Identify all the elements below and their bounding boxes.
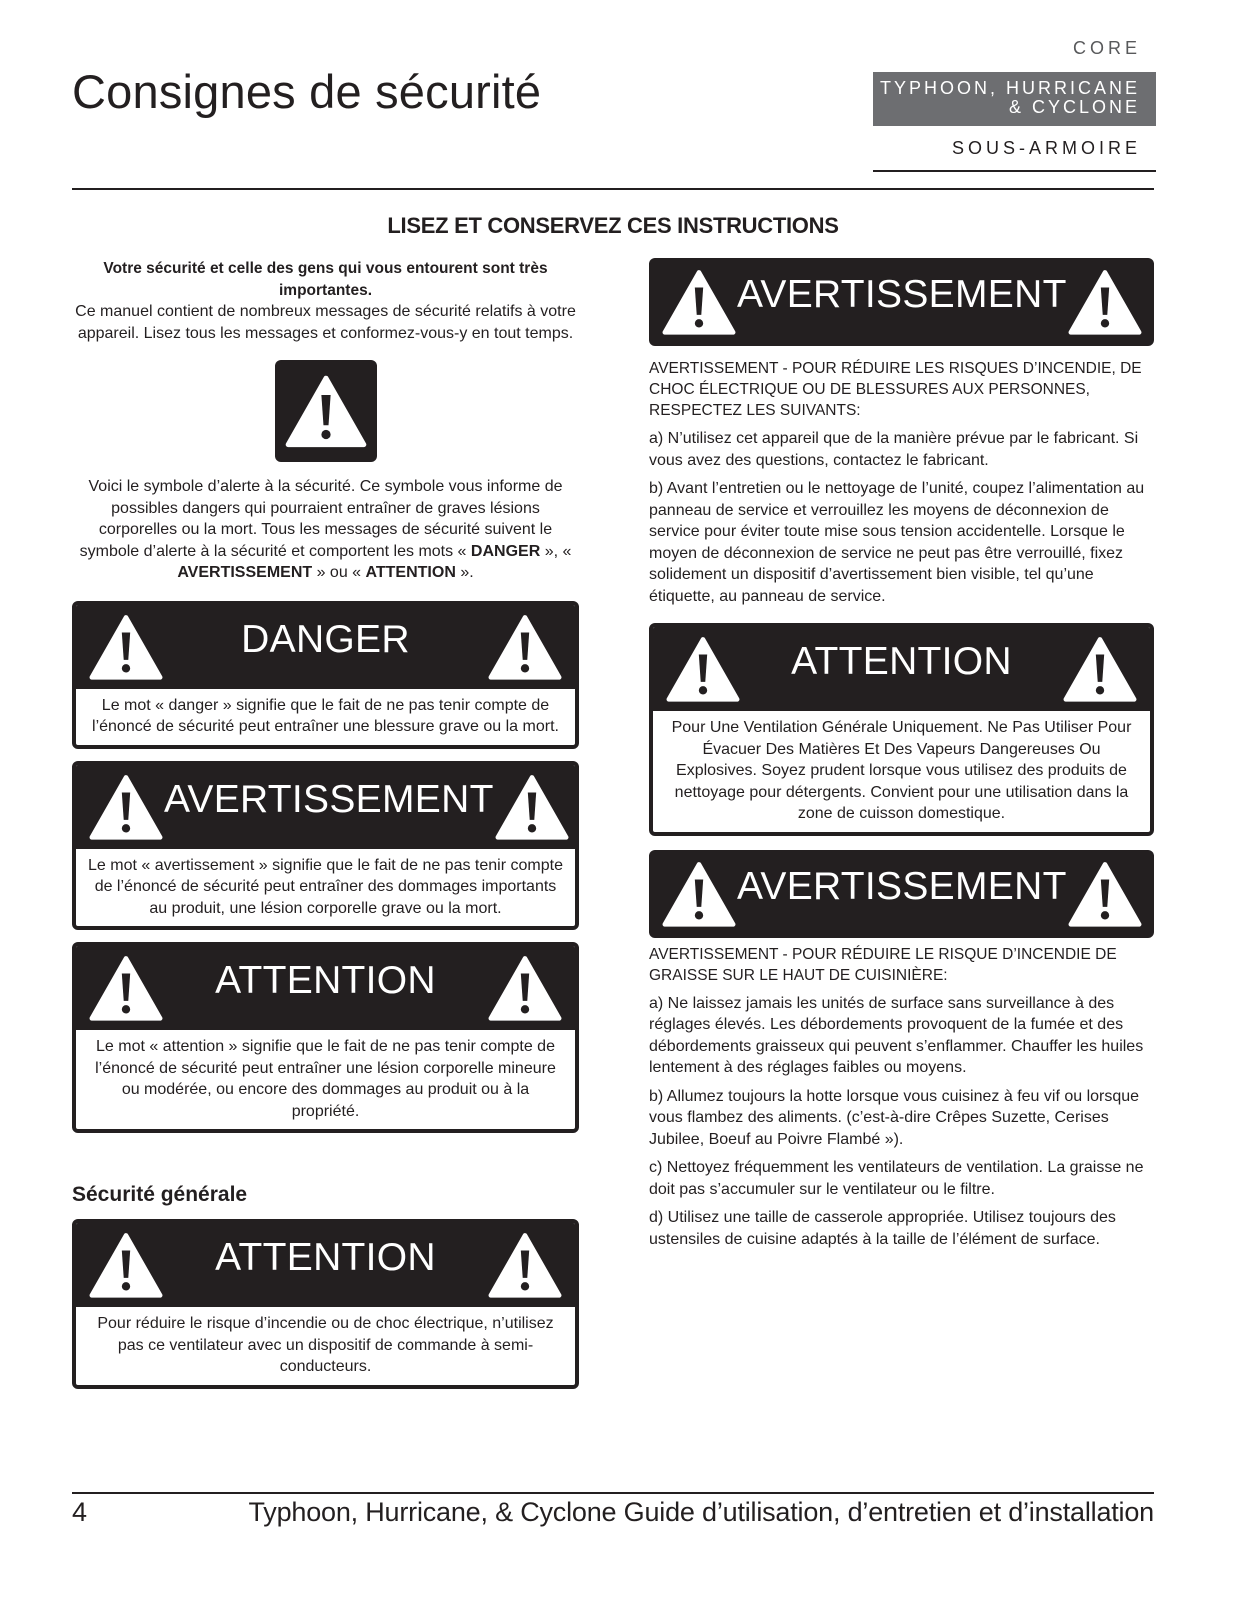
warning-triangle-icon <box>1062 634 1138 704</box>
panel-header <box>76 1223 575 1307</box>
safety-alert-symbol <box>275 360 377 462</box>
warning-2-item-a: a) Ne laissez jamais les unités de surface sans surveillance à des réglages élevés. Les débordements provoquent de la fumée et des débordements graisseux qui peuvent s’enflammer. Chauffer les huiles lentement à des réglages faibles ou moyens. <box>649 994 1144 1076</box>
panel-title: ATTENTION <box>791 640 1012 683</box>
panel-header <box>649 258 1154 346</box>
panel-header <box>76 765 575 849</box>
panel-title: AVERTISSEMENT <box>737 273 1067 316</box>
warning-2-item-b: b) Allumez toujours la hotte lorsque vous cuisinez à feu vif ou lorsque vous flambez des aliments. (c’est-à-dire Crêpes Suzette, Cerises Jubilee, Boeuf au Poivre Flambé »). <box>649 1087 1140 1148</box>
symbol-description-text: Voici le symbole d’alerte à la sécurité. Ce symbole vous informe de possibles dangers qui pourraient entraîner de graves lésions corporelles ou la mort. Tous les messages de sécurité suivent le symbole d’alerte à la sécurité et comportent les mots « <box>79 478 563 560</box>
panel-body: Pour Une Ventilation Générale Uniquement. Ne Pas Utiliser Pour Évacuer Des Matières Et Des Vapeurs Dangereuses Ou Explosives. Soyez prudent lorsque vous utilisez des produits de nettoyage pour détergents. Convient pour une utilisation dans la zone de cuisson domestique. <box>671 719 1132 822</box>
warning-triangle-icon <box>88 1230 164 1300</box>
general-safety-heading: Sécurité générale <box>72 1183 248 1206</box>
warning-triangle-icon <box>487 1230 563 1300</box>
product-line-1: TYPHOON, HURRICANE <box>879 78 1140 98</box>
panel-body: Le mot « avertissement » signifie que le fait de ne pas tenir compte de l’énoncé de sécurité peut entraîner des dommages importants au produit, une lésion corporelle grave ou la mort. <box>88 856 563 917</box>
intro-body: Ce manuel contient de nombreux messages de sécurité relatifs à votre appareil. Lisez tous les messages et conformez-vous-y en tout temps. <box>75 303 576 342</box>
product-line-2: & CYCLONE <box>1008 97 1140 117</box>
warning-panel <box>72 761 579 931</box>
warning-2-item-c: c) Nettoyez fréquemment les ventilateurs de ventilation. La graisse ne doit pas s’accumuler sur le ventilateur ou le filtre. <box>649 1159 1144 1198</box>
left-column <box>72 258 579 1389</box>
intro-text <box>72 258 579 344</box>
panel-title: ATTENTION <box>215 959 436 1002</box>
section-heading: LISEZ ET CONSERVEZ CES INSTRUCTIONS <box>387 213 839 238</box>
warning-triangle-icon <box>88 612 164 682</box>
separator: », « <box>540 542 572 560</box>
intro-bold: Votre sécurité et celle des gens qui vous entourent sont très importantes. <box>103 260 548 299</box>
panel-body: Pour réduire le risque d’incendie ou de choc électrique, n’utilisez pas ce ventilateur avec un dispositif de commande à semi-conducteurs. <box>97 1315 554 1375</box>
keyword-caution: ATTENTION <box>365 564 456 581</box>
keyword-warning: AVERTISSEMENT <box>177 564 313 581</box>
right-column <box>649 258 1154 1250</box>
warning-banner-1 <box>649 258 1154 346</box>
panel-title: AVERTISSEMENT <box>164 777 494 821</box>
separator: ». <box>455 564 474 581</box>
panel-title: AVERTISSEMENT <box>737 864 1067 908</box>
warning-1-item-a: a) N’utilisez cet appareil que de la manière prévue par le fabricant. Si vous avez des questions, contactez le fabricant. <box>649 430 1139 469</box>
panel-title: ATTENTION <box>215 1236 436 1279</box>
warning-triangle-icon <box>487 612 563 682</box>
danger-panel <box>72 601 579 749</box>
warning-triangle-icon <box>487 953 563 1023</box>
warning-triangle-icon <box>665 634 741 704</box>
warning-triangle-icon <box>1067 859 1143 929</box>
warning-1-item-b: b) Avant l’entretien ou le nettoyage de l’unité, coupez l’alimentation au panneau de service et verrouillez les moyens de déconnexion de service pour éviter toute mise sous tension accidentelle. Lorsque le moyen de déconnexion de service ne peut pas être verrouillé, fixez solidement un dispositif d’avertissement bien visible, tel qu’une étiquette, au panneau de service. <box>649 480 1145 605</box>
general-caution-panel <box>72 1219 579 1389</box>
warning-2-intro: AVERTISSEMENT - POUR RÉDUIRE LE RISQUE D’INCENDIE DE GRAISSE SUR LE HAUT DE CUISINIÈRE: <box>649 945 1117 984</box>
panel-body: Le mot « attention » signifie que le fait de ne pas tenir compte de l’énoncé de sécurité peut entraîner une lésion corporelle mineure ou modérée, ou encore des dommages au produit ou à la propriété. <box>95 1038 556 1120</box>
product-subtitle: SOUS-ARMOIRE <box>951 138 1141 158</box>
subtitle-divider <box>873 170 1156 172</box>
panel-header <box>76 605 575 689</box>
warning-triangle-icon <box>1067 267 1143 337</box>
warning-triangle-icon <box>88 953 164 1023</box>
header-divider <box>72 188 1154 190</box>
caution-panel-right <box>649 623 1154 836</box>
panel-header <box>653 627 1150 711</box>
warning-triangle-icon <box>661 859 737 929</box>
brand-label: CORE <box>1072 38 1141 58</box>
warning-triangle-icon <box>88 772 164 842</box>
warning-triangle-icon <box>284 373 368 449</box>
warning-triangle-icon <box>494 772 570 842</box>
warning-2-item-d: d) Utilisez une taille de casserole appropriée. Utilisez toujours des ustensiles de cuisine adaptés à la taille de l’élément de surface. <box>649 1209 1116 1248</box>
footer-title: Typhoon, Hurricane, & Cyclone Guide d’utilisation, d’entretien et d’installation <box>248 1497 1154 1527</box>
page-title: Consignes de sécurité <box>72 65 542 118</box>
panel-header <box>76 946 575 1030</box>
symbol-description <box>72 476 579 584</box>
keyword-danger: DANGER <box>470 542 541 560</box>
warning-1-intro: AVERTISSEMENT - POUR RÉDUIRE LES RISQUES D’INCENDIE, DE CHOC ÉLECTRIQUE OU DE BLESSURES AUX PERSONNES, RESPECTEZ LES SUIVANTS: <box>649 360 1142 419</box>
caution-panel <box>72 942 579 1133</box>
page-number: 4 <box>72 1497 88 1527</box>
warning-triangle-icon <box>661 267 737 337</box>
panel-body: Le mot « danger » signifie que le fait de ne pas tenir compte de l’énoncé de sécurité peut entraîner une blessure grave ou la mort. <box>92 696 559 735</box>
warning-banner-2 <box>649 850 1154 938</box>
product-line-box <box>873 72 1156 126</box>
panel-header <box>649 850 1154 938</box>
separator: » ou « <box>312 564 366 581</box>
panel-title: DANGER <box>241 617 410 661</box>
footer-divider <box>72 1492 1154 1494</box>
